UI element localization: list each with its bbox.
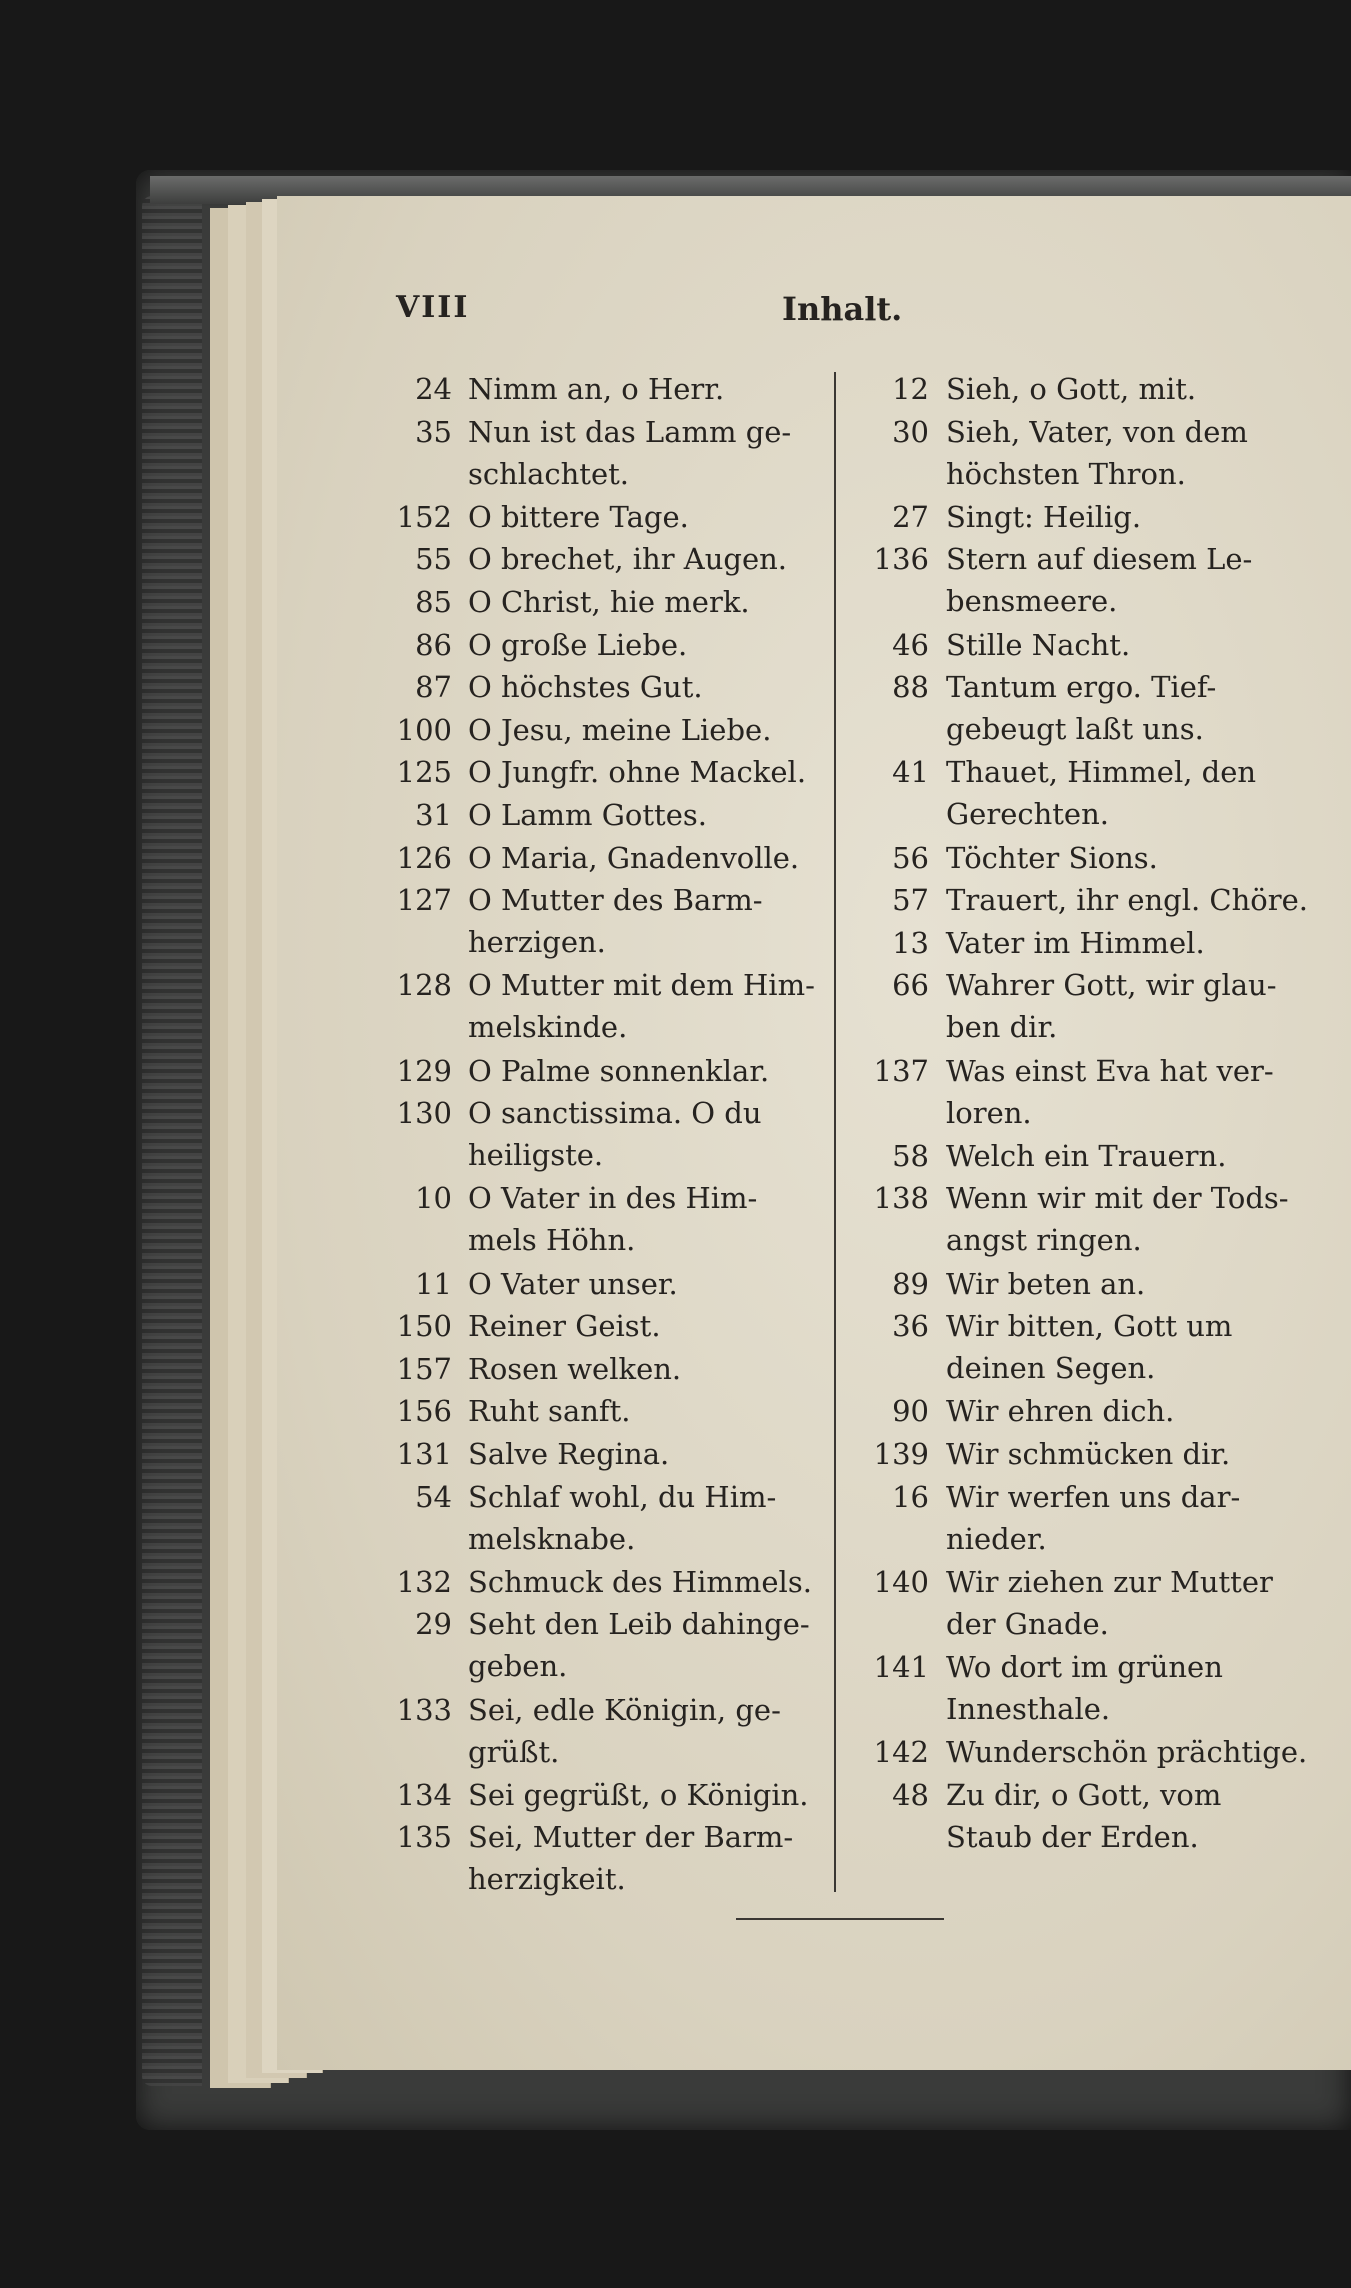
hymn-title-line: Innesthale. xyxy=(946,1692,1111,1726)
hymn-number: 12 xyxy=(892,372,929,406)
hymn-title-line: deinen Segen. xyxy=(946,1351,1156,1386)
hymn-title xyxy=(468,666,703,708)
hymn-title-line: ben dir. xyxy=(946,1010,1058,1045)
hymn-title-line: Schlaf wohl, du Him- xyxy=(468,1479,777,1514)
hymn-title xyxy=(946,666,1216,750)
hymn-title-line: O Mutter des Barm- xyxy=(468,883,763,918)
hymn-title-line: grüßt. xyxy=(468,1734,560,1769)
hymn-title-line: Was einst Eva hat ver- xyxy=(946,1053,1274,1088)
hymn-title-line: Zu dir, o Gott, vom xyxy=(946,1777,1222,1812)
hymn-title-line: Staub der Erden. xyxy=(946,1819,1199,1854)
hymn-title-line: Wo dort im grünen xyxy=(946,1650,1223,1684)
column-divider xyxy=(834,372,836,1892)
hymn-title xyxy=(946,624,1130,666)
hymn-number: 125 xyxy=(396,755,452,790)
hymn-title xyxy=(468,368,724,410)
hymn-title-line: angst ringen. xyxy=(946,1223,1142,1258)
end-rule xyxy=(736,1918,944,1920)
hymn-title-line: Nimm an, o Herr. xyxy=(468,372,725,406)
hymn-title-line: geben. xyxy=(468,1649,568,1684)
hymn-title xyxy=(946,1646,1223,1730)
hymn-title-line: Wir ehren dich. xyxy=(946,1394,1175,1429)
hymn-number: 24 xyxy=(415,372,452,406)
hymn-number: 129 xyxy=(396,1053,452,1088)
hymn-title-line: O sanctissima. O du xyxy=(468,1096,762,1131)
hymn-title xyxy=(946,1390,1174,1432)
hymn-number: 56 xyxy=(892,840,929,875)
hymn-title-line: Wunderschön prächtige. xyxy=(946,1735,1308,1770)
hymn-number: 136 xyxy=(873,542,929,577)
hymn-number: 10 xyxy=(415,1181,452,1216)
hymn-title-line: Thauet, Himmel, den xyxy=(946,755,1257,790)
hymn-number: 13 xyxy=(892,925,929,960)
hymn-title xyxy=(468,624,687,666)
hymn-title xyxy=(946,922,1205,964)
hymn-title-line: melskinde. xyxy=(468,1010,628,1045)
hymn-title-line: O Maria, Gnadenvolle. xyxy=(468,840,800,875)
hymn-title xyxy=(468,964,815,1048)
hymn-number: 89 xyxy=(892,1266,929,1301)
hymn-title xyxy=(946,964,1277,1048)
hymn-title-line: O Christ, hie merk. xyxy=(468,585,750,619)
hymn-title-line: bensmeere. xyxy=(946,584,1118,619)
hymn-title-line: Nun ist das Lamm ge- xyxy=(468,414,792,449)
hymn-title xyxy=(946,411,1248,495)
hymn-title xyxy=(468,581,750,623)
hymn-title xyxy=(468,1561,812,1603)
hymn-title xyxy=(946,1561,1273,1645)
hymn-title xyxy=(468,1305,661,1347)
hymn-title xyxy=(468,1050,769,1092)
hymn-title-line: Sei, Mutter der Barm- xyxy=(468,1820,794,1855)
hymn-number: 88 xyxy=(892,670,929,705)
hymn-title-line: O Vater unser. xyxy=(468,1266,678,1301)
hymn-number: 30 xyxy=(892,414,929,449)
hymn-title-line: O Mutter mit dem Him- xyxy=(468,968,815,1003)
hymn-title xyxy=(468,1816,793,1900)
hymn-title-line: Vater im Himmel. xyxy=(946,925,1205,960)
hymn-title xyxy=(468,1476,776,1560)
hymn-title xyxy=(946,1135,1226,1177)
hymn-title xyxy=(946,1774,1221,1858)
hymn-number: 58 xyxy=(892,1138,929,1173)
hymn-number: 138 xyxy=(873,1181,929,1216)
hymn-number: 46 xyxy=(892,627,929,662)
hymn-title xyxy=(946,538,1252,622)
hymn-number: 135 xyxy=(396,1820,452,1855)
hymn-title-line: Wir schmücken dir. xyxy=(946,1437,1231,1471)
hymn-number: 54 xyxy=(415,1479,452,1514)
hymn-title-line: O Palme sonnenklar. xyxy=(468,1053,770,1088)
hymn-number: 66 xyxy=(892,968,929,1003)
hymn-number: 90 xyxy=(892,1394,929,1429)
hymn-title-line: Trauert, ihr engl. Chöre. xyxy=(946,883,1309,918)
hymn-title-line: melsknabe. xyxy=(468,1521,636,1556)
hymn-title-line: Töchter Sions. xyxy=(946,840,1158,875)
hymn-title xyxy=(468,1433,669,1475)
hymn-number: 57 xyxy=(892,883,929,918)
hymn-title-line: O Lamm Gottes. xyxy=(468,798,707,832)
hymn-title-line: nieder. xyxy=(946,1521,1047,1556)
hymn-title-line: Sieh, o Gott, mit. xyxy=(946,372,1197,406)
hymn-number: 31 xyxy=(415,798,452,832)
hymn-title-line: O höchstes Gut. xyxy=(468,670,703,705)
hymn-number: 11 xyxy=(415,1266,452,1301)
hymn-title xyxy=(946,1050,1274,1134)
hymn-title-line: Ruht sanft. xyxy=(468,1394,631,1429)
hymn-title-line: O brechet, ihr Augen. xyxy=(468,542,788,577)
hymn-title-line: Salve Regina. xyxy=(468,1437,670,1471)
hymn-title xyxy=(946,1433,1230,1475)
hymn-title xyxy=(946,1476,1240,1560)
hymn-title-line: gebeugt laßt uns. xyxy=(946,712,1204,747)
hymn-number: 150 xyxy=(396,1309,452,1344)
hymn-title xyxy=(468,1390,631,1432)
hymn-number: 130 xyxy=(396,1096,452,1131)
hymn-title-line: Reiner Geist. xyxy=(468,1309,661,1344)
hymn-title xyxy=(468,794,707,836)
hymn-title-line: Stille Nacht. xyxy=(946,627,1131,662)
hymn-number: 132 xyxy=(396,1564,452,1599)
hymn-title xyxy=(946,1305,1232,1389)
hymn-title xyxy=(946,1263,1145,1305)
hymn-title xyxy=(946,1731,1307,1773)
hymn-number: 48 xyxy=(892,1777,929,1812)
hymn-number: 27 xyxy=(892,499,929,534)
hymn-title-line: Wir ziehen zur Mutter xyxy=(946,1564,1273,1599)
hymn-number: 85 xyxy=(415,585,452,619)
hymn-title-line: herzigen. xyxy=(468,925,606,960)
hymn-title xyxy=(468,411,791,495)
hymn-title-line: Rosen welken. xyxy=(468,1351,682,1386)
hymn-number: 142 xyxy=(873,1735,929,1770)
hymn-title-line: Gerechten. xyxy=(946,797,1109,832)
hymn-number: 157 xyxy=(396,1351,452,1386)
hymn-number: 134 xyxy=(396,1777,452,1812)
hymn-title xyxy=(946,751,1256,835)
hymn-title xyxy=(468,1603,810,1687)
hymn-number: 35 xyxy=(415,414,452,449)
hymn-title-line: Sei, edle Königin, ge- xyxy=(468,1692,781,1727)
hymn-title xyxy=(468,879,763,963)
hymn-number: 139 xyxy=(873,1437,929,1471)
hymn-number: 131 xyxy=(396,1437,452,1471)
hymn-title xyxy=(946,879,1308,921)
hymn-title xyxy=(468,709,771,751)
hymn-title-line: Wahrer Gott, wir glau- xyxy=(946,968,1277,1003)
hymn-title xyxy=(468,1348,681,1390)
hymn-number: 127 xyxy=(396,883,452,918)
hymn-title-line: Stern auf diesem Le- xyxy=(946,542,1253,577)
hymn-number: 29 xyxy=(415,1607,452,1642)
hymn-title-line: Wir bitten, Gott um xyxy=(946,1309,1233,1344)
hymn-title-line: O Jungfr. ohne Mackel. xyxy=(468,755,807,790)
hymn-number: 55 xyxy=(415,542,452,577)
hymn-title xyxy=(468,1177,757,1261)
hymn-title xyxy=(468,538,787,580)
hymn-title-line: O Vater in des Him- xyxy=(468,1181,758,1216)
hymn-title-line: mels Höhn. xyxy=(468,1223,636,1258)
hymn-title-line: herzigkeit. xyxy=(468,1862,626,1897)
hymn-number: 133 xyxy=(396,1692,452,1727)
hymn-title-line: Seht den Leib dahinge- xyxy=(468,1607,810,1642)
hymn-title-line: Welch ein Trauern. xyxy=(946,1138,1227,1173)
hymn-number: 140 xyxy=(873,1564,929,1599)
hymn-title-line: Wenn wir mit der Tods- xyxy=(946,1181,1289,1216)
hymn-title-line: heiligste. xyxy=(468,1138,604,1173)
hymn-number: 152 xyxy=(396,499,452,534)
hymn-title-line: Wir beten an. xyxy=(946,1266,1146,1301)
hymn-number: 100 xyxy=(396,712,452,747)
hymn-title-line: loren. xyxy=(946,1095,1032,1130)
hymn-number: 36 xyxy=(892,1309,929,1344)
hymn-title xyxy=(946,1177,1289,1261)
hymn-title-line: Tantum ergo. Tief- xyxy=(946,670,1217,705)
hymn-title-line: Sieh, Vater, von dem xyxy=(946,414,1248,449)
hymn-number: 16 xyxy=(892,1479,929,1514)
hymn-title xyxy=(946,837,1158,879)
hymn-title xyxy=(946,496,1141,538)
hymn-title-line: Singt: Heilig. xyxy=(946,499,1142,534)
hymn-title xyxy=(468,1092,762,1176)
page-title: Inhalt. xyxy=(782,290,903,328)
hymn-title xyxy=(468,496,689,538)
hymn-title-line: O große Liebe. xyxy=(468,627,688,662)
hymn-number: 128 xyxy=(396,968,452,1003)
page-number: VIII xyxy=(396,290,470,325)
hymn-title-line: höchsten Thron. xyxy=(946,456,1186,491)
hymn-number: 86 xyxy=(415,627,452,662)
hymn-title-line: O bittere Tage. xyxy=(468,499,689,534)
hymn-title xyxy=(468,837,799,879)
hymn-title-line: schlachtet. xyxy=(468,456,629,491)
hymn-title-line: Schmuck des Himmels. xyxy=(468,1564,812,1599)
hymn-title xyxy=(468,1689,781,1773)
hymn-title-line: Wir werfen uns dar- xyxy=(946,1479,1241,1514)
hymn-number: 126 xyxy=(396,840,452,875)
hymn-number: 156 xyxy=(396,1394,452,1429)
hymn-title xyxy=(468,751,806,793)
hymn-title xyxy=(468,1263,678,1305)
hymn-title xyxy=(946,368,1196,410)
hymn-number: 41 xyxy=(892,755,929,790)
hymn-title xyxy=(468,1774,809,1816)
hymn-number: 87 xyxy=(415,670,452,705)
hymn-number: 141 xyxy=(873,1650,929,1684)
hymn-title-line: der Gnade. xyxy=(946,1606,1109,1641)
hymn-number: 137 xyxy=(873,1053,929,1088)
hymn-title-line: Sei gegrüßt, o Königin. xyxy=(468,1777,809,1812)
hymn-title-line: O Jesu, meine Liebe. xyxy=(468,712,772,747)
